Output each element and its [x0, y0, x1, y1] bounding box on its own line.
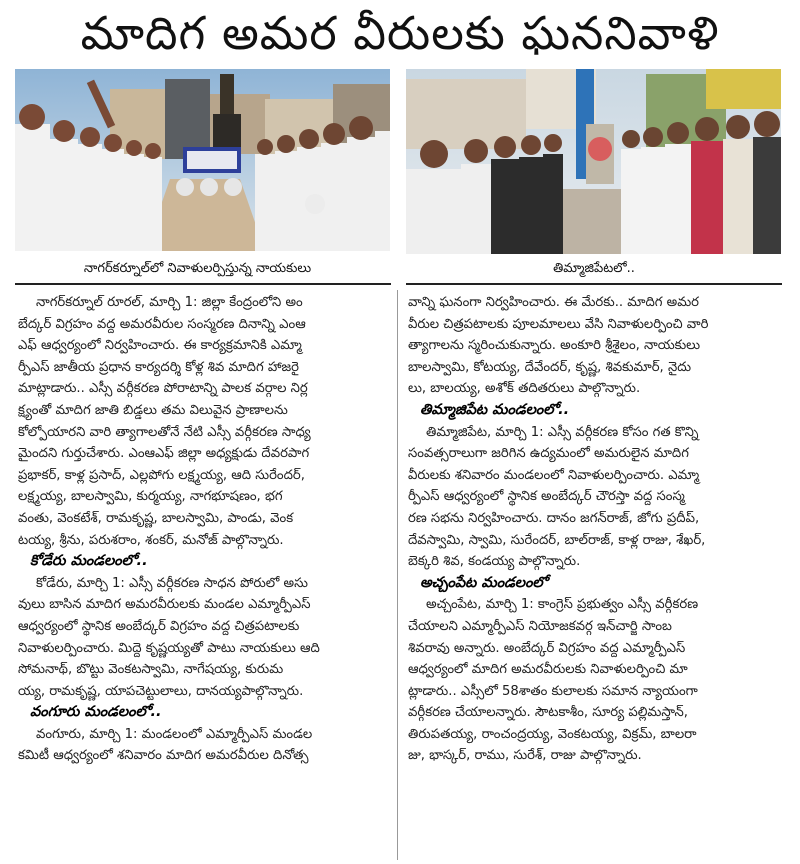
photo-caption-left: నాగర్‌కర్నూల్‌లో నివాళులర్పిస్తున్న నాయకులు [83, 261, 312, 276]
left-column-subheading: కోడేరు మండలంలో.. [30, 553, 148, 570]
left-column-text-line: వంగూరు, మార్చి 1: మండలంలో ఎమ్మార్పీఎస్ మండల [36, 726, 313, 742]
photo-timmajipet-tribute [406, 69, 781, 254]
photo-nagarkurnool-tribute [15, 69, 390, 251]
right-column-text-line: వాన్ని ఘనంగా నిర్వహించారు. ఈ మేరకు.. మాదిగ అమర [408, 295, 699, 310]
left-column-text-line: కోల్పోయారని వారి త్యాగాలతోనే నేటి ఎస్సీ వర్గీకరణ సాధ్య [18, 424, 311, 440]
right-column-text-line: శివరావు అన్నారు. అంబేద్కర్ విగ్రహం వద్ద ఎమ్మార్పీఎస్ [408, 640, 686, 656]
article-column-left [18, 292, 390, 767]
right-column-text-line: అచ్చంపేట, మార్చి 1: కాంగ్రెస్ ప్రభుత్వం ఎస్సీ వర్గీకరణ [426, 597, 699, 613]
left-column-text-line: నివాళులర్పించారు. మిద్దె కృష్ణయ్యతో పాటు నాయకులు ఆది [18, 640, 320, 656]
right-column-text-line: చేయాలని ఎమ్మార్పీఎస్ నియోజకవర్గ ఇన్‌చార్జి సాంబ [408, 618, 672, 634]
right-column-text-line: తిమ్మాజిపేట, మార్చి 1: ఎస్సీ వర్గీకరణ కోసం గత కొన్ని [426, 424, 699, 440]
left-column-text-line: ఆధ్వర్యంలో స్థానిక అంబేద్కర్ విగ్రహం వద్ద చిత్రపటాలకు [18, 618, 300, 634]
left-column-text-line: సోమనాథ్, బొట్టు వెంకటస్వామి, నాగేషయ్య, కురుమ [18, 662, 284, 678]
left-column-text-line: కోడేరు, మార్చి 1: ఎస్సీ వర్గీకరణ సాధన పోరులో అసు [36, 575, 308, 591]
left-column-text-line: వంతు, వెంకటేశ్, రామకృష్ణ, బాలస్వామి, పాండు, వెంక [18, 510, 294, 526]
left-column-subheading: వంగూరు మండలంలో.. [30, 704, 162, 721]
right-column-text-line: తిరుపతయ్య, రాంచంద్రయ్య, వెంకటయ్య, విక్రమ్, బాలరా [408, 726, 697, 742]
left-column-text-line: నాగర్‌కర్నూల్ రూరల్, మార్చి 1: జిల్లా కేంద్రంలోని అం [36, 295, 303, 310]
right-column-text-line: ర్పీఎస్ ఆధ్వర్యంలో స్థానిక అంబేద్కర్ చౌరస్తా వద్ద సంస్మ [408, 489, 685, 505]
left-column-text-line: కమిటీ ఆధ్వర్యంలో శనివారం మాదిగ అమరవీరుల దినోత్స [18, 748, 309, 764]
right-column-text-line: ట్లాడారు.. ఎస్సీలో 58శాతం కులాలకు సమాన న్యాయంగా [408, 683, 698, 699]
left-column-text-line: ఎఫ్ ఆధ్వర్యంలో నిర్వహించారు. ఈ కార్యక్రమానికి ఎమ్మా [18, 338, 302, 354]
left-column-text-line: మాట్లాడారు.. ఎస్సీ వర్గీకరణ పోరాటాన్ని పాలక వర్గాల నిర్ల [18, 381, 308, 397]
right-column-text-line: వీరుల చిత్రపటాలకు పూలమాలలు వేసి నివాళులర్పించి వారి [408, 316, 709, 332]
left-column-text-line: టయ్య, శ్రీను, పరుశరాం, శంకర్, మనోజ్ పాల్గొన్నారు. [18, 532, 284, 548]
right-column-text-line: త్యాగాలను స్మరించుకున్నారు. అంకూరి శ్రీశైలం, నాయకులు [408, 338, 701, 354]
right-column-subheading: తిమ్మాజిపేట మండలంలో.. [420, 401, 570, 418]
left-column-text-line: ప్రభాకర్, కాళ్ల ప్రసాద్, ఎల్లపోగు లక్ష్మయ్య, ఆది సురేందర్, [18, 467, 305, 483]
left-column-text-line: ర్పీఎస్ జాతీయ ప్రధాన కార్యదర్శి కోళ్ల శివ మాదిగ హాజరై [18, 359, 299, 375]
right-column-text-line: సంవత్సరాలుగా జరిగిన ఉద్యమంలో అమరులైన మాదిగ [408, 446, 689, 462]
right-column-text-line: రణ సభను నిర్వహించారు. దానం జగన్‌రాజ్, జోగు ప్రదీప్, [408, 510, 700, 526]
left-column-text-line: య్య, రామకృష్ణ, యాపచెట్టులాలు, దానయ్యపాల్గొన్నారు. [18, 683, 304, 699]
right-column-text-line: లు, బాలయ్య, అశోక్ తదితరులు పాల్గొన్నారు. [408, 381, 641, 397]
left-column-text-line: బేద్కర్ విగ్రహం వద్ద అమరవీరుల సంస్మరణ దినాన్ని ఎంఆ [18, 316, 306, 332]
left-column-text-line: వులు బాసిన మాదిగ అమరవీరులకు మండల ఎమ్మార్పీఎస్ [18, 597, 311, 613]
caption-divider-right [406, 283, 782, 285]
left-column-text-line: క్ష్యంతో మాదిగ జాతి బిడ్డలు తమ విలువైన ప్రాణాలను [18, 402, 288, 418]
right-column-text-line: ఆధ్వర్యంలో మాదిగ అమరవీరులకు నివాళులర్పించి మా [408, 662, 688, 678]
right-column-text-line: వర్గీకరణ చేయాలన్నారు. సౌటకాశీం, సూర్య పల్లిమస్తాన్, [408, 705, 688, 721]
right-column-text-line: దేవస్వామి, స్వామి, సురేందర్, బాల్‌రాజ్, కాళ్ల రాజు, శేఖర్, [408, 532, 706, 548]
right-column-text-line: బెక్కరి శివ, కండయ్య పాల్గొన్నారు. [408, 554, 581, 570]
right-column-text-line: బాలస్వామి, కోటయ్య, దేవేందర్, కృష్ణ, శివకుమార్, నైదు [408, 359, 692, 375]
left-column-text-line: మైందని గుర్తుచేశారు. ఎంఆఎఫ్ జిల్లా అధ్యక్షుడు దేవరపాగ [18, 446, 310, 462]
column-rule [397, 290, 398, 860]
article-column-right [408, 292, 782, 767]
right-column-subheading: అచ్చంపేట మండలంలో [420, 574, 548, 591]
caption-divider-left [15, 283, 391, 285]
right-column-text-line: వీరులకు శనివారం మండలంలో నివాళులర్పించారు. ఎమ్మా [408, 467, 700, 483]
left-column-text-line: లక్ష్మయ్య, బాలస్వామి, కుర్మయ్య, నాగభూషణం, భగ [18, 489, 283, 505]
headline: మాదిగ అమర వీరులకు ఘననివాళి [80, 6, 720, 60]
right-column-text-line: జు, భాస్కర్, రాము, సురేశ్, రాజు పాల్గొన్నారు. [408, 748, 642, 764]
photo-caption-right: తిమ్మాజిపేటలో.. [553, 261, 635, 276]
